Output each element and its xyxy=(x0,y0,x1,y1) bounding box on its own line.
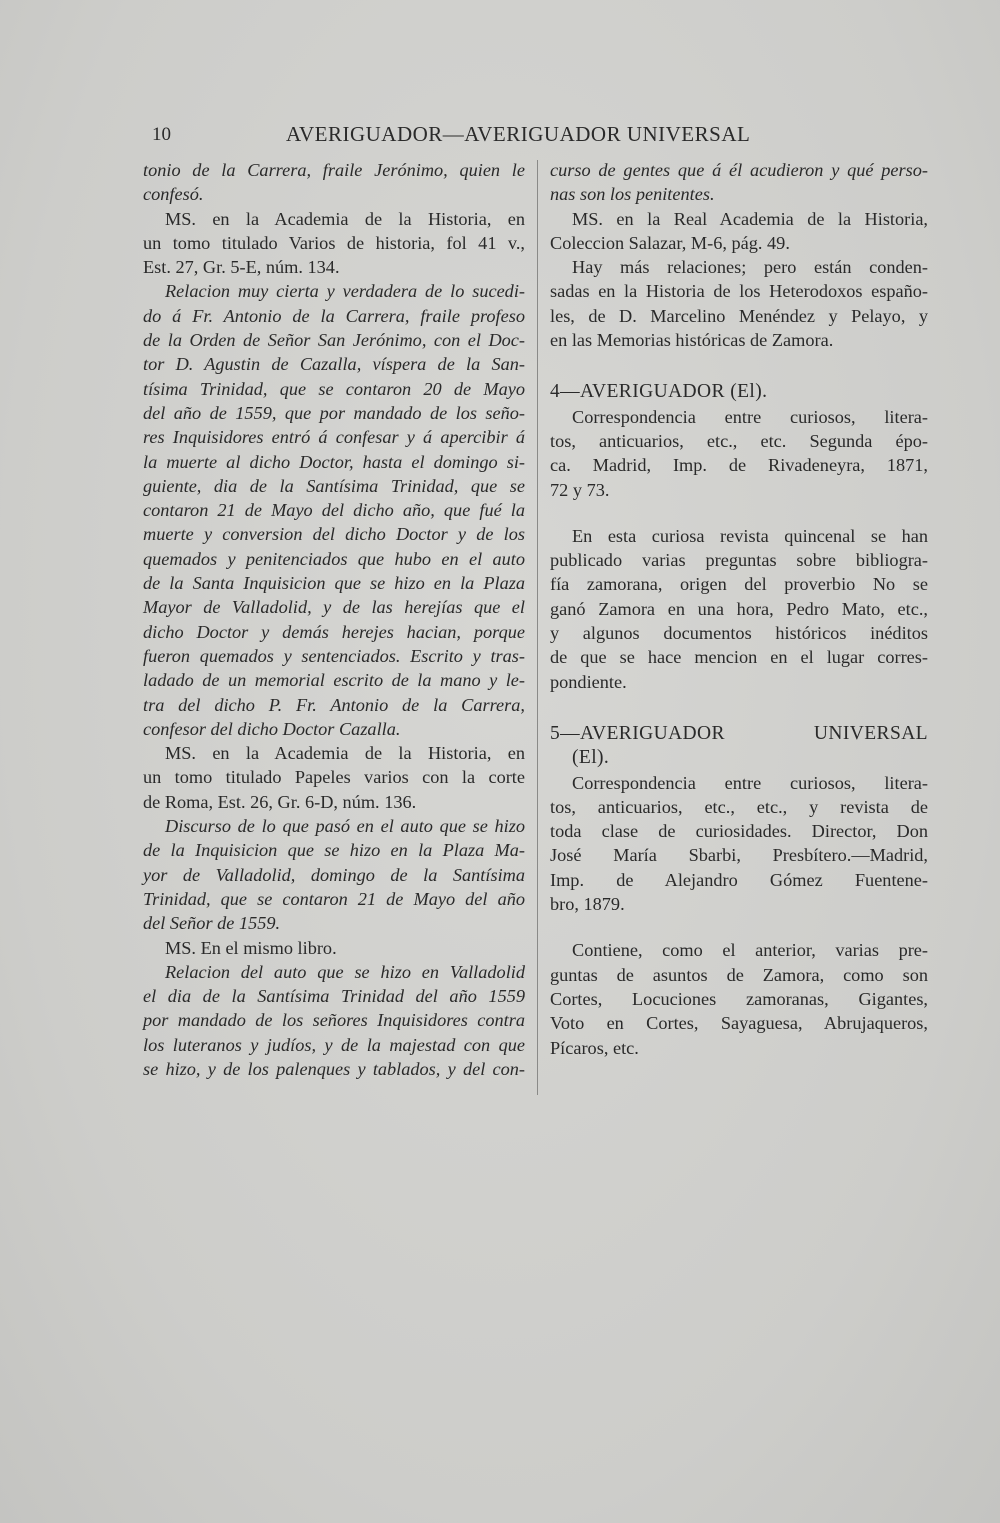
text-line: publicado varias preguntas sobre bibliogra- xyxy=(550,550,928,571)
text-line: se hizo, y de los palenques y tablados, y del con- xyxy=(143,1058,525,1079)
entry-heading: 4—AVERIGUADOR (El). xyxy=(550,381,768,403)
text-line: de la Inquisicion que se hizo en la Plaza Ma- xyxy=(143,840,525,861)
column-divider xyxy=(537,160,538,1095)
text-line: MS. en la Real Academia de la Historia, xyxy=(572,208,928,229)
text-line: tísima Trinidad, que se contaron 20 de Mayo xyxy=(143,378,525,399)
spacer xyxy=(550,694,928,722)
text-line: nas son los penitentes. xyxy=(550,184,715,205)
text-line: pondiente. xyxy=(550,671,627,692)
text-line: Pícaros, etc. xyxy=(550,1037,639,1058)
text-line: MS. en la Academia de la Historia, en xyxy=(165,208,525,229)
text-line: ganó Zamora en una hora, Pedro Mato, etc., xyxy=(550,598,928,619)
text-line: yor de Valladolid, domingo de la Santísima xyxy=(143,864,525,885)
text-line: Relacion del auto que se hizo en Valladolid xyxy=(165,961,525,982)
text-line: tor D. Agustin de Cazalla, víspera de la San- xyxy=(143,354,525,375)
text-line: por mandado de los señores Inquisidores contra xyxy=(143,1010,525,1031)
text-line: Cortes, Locuciones zamoranas, Gigantes, xyxy=(550,988,928,1009)
text-line: tonio de la Carrera, fraile Jerónimo, quien le xyxy=(143,160,525,180)
text-line: Correspondencia entre curiosos, litera- xyxy=(572,406,928,427)
text-line: el dia de la Santísima Trinidad del año 1559 xyxy=(143,986,525,1007)
text-line: confesó. xyxy=(143,184,204,205)
text-line: Mayor de Valladolid, y de las herejías que el xyxy=(143,597,525,618)
text-line: ladado de un memorial escrito de la mano y le- xyxy=(143,670,525,691)
text-line: Contiene, como el anterior, varias pre- xyxy=(572,940,928,961)
text-line: confesor del dicho Doctor Cazalla. xyxy=(143,718,401,739)
spacer xyxy=(550,352,928,380)
entry-heading: 5—AVERIGUADOR UNIVERSAL xyxy=(550,722,928,744)
text-line: un tomo titulado Varios de historia, fol 41 v., xyxy=(143,232,525,253)
text-line: dicho Doctor y demás herejes hacian, porque xyxy=(143,621,525,642)
spacer xyxy=(550,502,928,524)
text-line: contaron 21 de Mayo del dicho año, que fué la xyxy=(143,500,525,521)
text-line: fueron quemados y sentenciados. Escrito y tras- xyxy=(143,645,525,666)
text-line: de la Orden de Señor San Jerónimo, con el Doc- xyxy=(143,330,525,351)
text-line: muerte y conversion del dicho Doctor y de los xyxy=(143,524,525,545)
text-line: de Roma, Est. 26, Gr. 6-D, núm. 136. xyxy=(143,791,417,812)
text-line: Voto en Cortes, Sayaguesa, Abrujaqueros, xyxy=(550,1013,928,1034)
text-line: Imp. de Alejandro Gómez Fuentene- xyxy=(550,869,928,890)
entry-heading-continuation: (El). xyxy=(572,747,610,769)
text-line: guntas de asuntos de Zamora, como son xyxy=(550,964,928,985)
text-line: quemados y penitenciados que hubo en el auto xyxy=(143,548,525,569)
text-line: MS. En el mismo libro. xyxy=(165,937,337,958)
text-line: En esta curiosa revista quincenal se han xyxy=(572,525,928,546)
text-line: sadas en la Historia de los Heterodoxos españo- xyxy=(550,281,928,302)
text-line: guiente, dia de la Santísima Trinidad, que se xyxy=(143,475,525,496)
text-line: en las Memorias históricas de Zamora. xyxy=(550,330,834,351)
spacer xyxy=(550,916,928,938)
text-line: la muerte al dicho Doctor, hasta el domingo si- xyxy=(143,451,525,472)
text-line: de que se hace mencion en el lugar corres- xyxy=(550,647,928,668)
text-line: Correspondencia entre curiosos, litera- xyxy=(572,772,928,793)
text-line: del Señor de 1559. xyxy=(143,913,281,934)
text-line: y algunos documentos históricos inéditos xyxy=(550,623,928,644)
text-line: de la Santa Inquisicion que se hizo en la Plaza xyxy=(143,573,525,594)
text-line: José María Sbarbi, Presbítero.—Madrid, xyxy=(550,845,928,866)
text-line: les, de D. Marcelino Menéndez y Pelayo, y xyxy=(550,305,928,326)
text-line: MS. en la Academia de la Historia, en xyxy=(165,743,525,764)
text-line: un tomo titulado Papeles varios con la corte xyxy=(143,767,525,788)
text-line: toda clase de curiosidades. Director, Don xyxy=(550,821,928,842)
text-line: Coleccion Salazar, M-6, pág. 49. xyxy=(550,232,790,253)
text-line: del año de 1559, que por mandado de los seño- xyxy=(143,402,525,423)
text-line: tra del dicho P. Fr. Antonio de la Carrera, xyxy=(143,694,525,715)
text-line: Trinidad, que se contaron 21 de Mayo del año xyxy=(143,888,525,909)
text-line: res Inquisidores entró á confesar y á apercibir á xyxy=(143,427,525,448)
text-line: do á Fr. Antonio de la Carrera, fraile profeso xyxy=(143,305,525,326)
text-line: curso de gentes que á él acudieron y qué perso- xyxy=(550,160,928,180)
page-number: 10 xyxy=(152,124,171,145)
text-line: Discurso de lo que pasó en el auto que se hizo xyxy=(165,816,525,837)
text-line: 72 y 73. xyxy=(550,479,610,500)
left-column xyxy=(143,158,525,1081)
text-line: los luteranos y judíos, y de la majestad con que xyxy=(143,1034,525,1055)
text-line: fía zamorana, origen del proverbio No se xyxy=(550,574,928,595)
text-line: tos, anticuarios, etc., etc., y revista de xyxy=(550,796,928,817)
text-line: Est. 27, Gr. 5-E, núm. 134. xyxy=(143,257,340,278)
text-line: bro, 1879. xyxy=(550,894,625,915)
right-column xyxy=(550,158,928,1060)
text-line: Hay más relaciones; pero están conden- xyxy=(572,257,928,278)
running-head: AVERIGUADOR—AVERIGUADOR UNIVERSAL xyxy=(286,122,751,146)
text-line: Relacion muy cierta y verdadera de lo sucedi- xyxy=(165,281,525,302)
text-line: tos, anticuarios, etc., etc. Segunda épo- xyxy=(550,430,928,451)
text-line: ca. Madrid, Imp. de Rivadeneyra, 1871, xyxy=(550,455,928,476)
